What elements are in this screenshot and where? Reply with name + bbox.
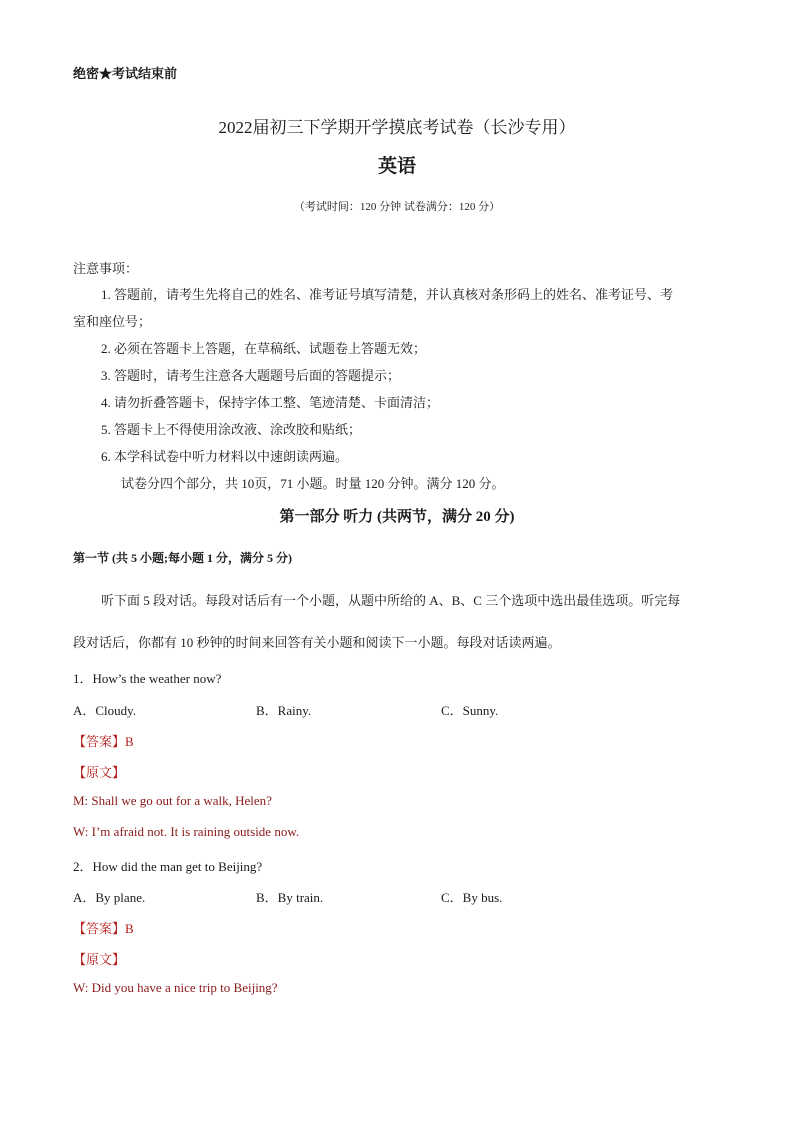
q2-source-label: 【原文】 (73, 952, 126, 967)
q1-dialog-line-2: W: I’m afraid not. It is raining outside now. (73, 824, 300, 839)
question-1: 1．How’s the weather now? (73, 671, 222, 686)
notice-item-4: 4. 请勿折叠答题卡，保持字体工整、笔迹清楚、卡面清洁； (101, 395, 440, 410)
exam-time-info: （考试时间：120 分钟 试卷满分：120 分） (293, 201, 501, 213)
instruction-line-1: 听下面 5 段对话。每段对话后有一个小题，从题中所给的 A、B、C 三个选项中选出最佳选项。听完每 (101, 593, 681, 608)
q2-dialog-line-1: W: Did you have a nice trip to Beijing? (73, 980, 278, 995)
q1-source-label: 【原文】 (73, 765, 126, 780)
notice-item-1: 1. 答题前，请考生先将自己的姓名、准考证号填写清楚，并认真核对条形码上的姓名、准考证号、考 (101, 287, 674, 302)
part1-title: 第一部分 听力 (共两节，满分 20 分) (279, 509, 515, 525)
q2-option-a: A．By plane. (73, 890, 146, 905)
q2-option-b: B．By train. (256, 890, 324, 905)
notice-item-1-continued: 室和座位号； (73, 314, 152, 329)
notice-item-2: 2. 必须在答题卡上答题，在草稿纸、试题卷上答题无效； (101, 341, 427, 356)
q1-option-a: A．Cloudy. (73, 703, 137, 718)
q1-answer (73, 731, 134, 750)
confidential-label: 绝密★考试结束前 (73, 66, 178, 81)
answer-value: B (125, 734, 134, 749)
answer-label: 【答案】 (73, 734, 126, 749)
q2-option-c: C．By bus. (441, 890, 503, 905)
q1-option-c: C．Sunny. (441, 703, 499, 718)
answer-value: B (125, 921, 134, 936)
answer-label: 【答案】 (73, 921, 126, 936)
subject-title: 英语 (377, 156, 416, 177)
notice-item-3: 3. 答题时，请考生注意各大题题号后面的答题提示； (101, 368, 401, 383)
question-2: 2．How did the man get to Beijing? (73, 859, 263, 874)
notice-heading: 注意事项： (73, 261, 139, 276)
notice-item-5: 5. 答题卡上不得使用涂改液、涂改胶和贴纸； (101, 422, 362, 437)
q2-answer (73, 918, 134, 937)
q1-option-b: B．Rainy. (256, 703, 312, 718)
instruction-line-2: 段对话后，你都有 10 秒钟的时间来回答有关小题和阅读下一小题。每段对话读两遍。 (73, 635, 561, 650)
notice-summary: 试卷分四个部分，共 10页，71 小题。时量 120 分钟。满分 120 分。 (121, 476, 505, 491)
q1-dialog-line-1: M: Shall we go out for a walk, Helen? (73, 793, 272, 808)
section1-title: 第一节 (共 5 小题;每小题 1 分，满分 5 分) (73, 551, 292, 565)
notice-item-6: 6. 本学科试卷中听力材料以中速朗读两遍。 (101, 449, 349, 464)
exam-title: 2022届初三下学期开学摸底考试卷（长沙专用） (218, 118, 576, 137)
